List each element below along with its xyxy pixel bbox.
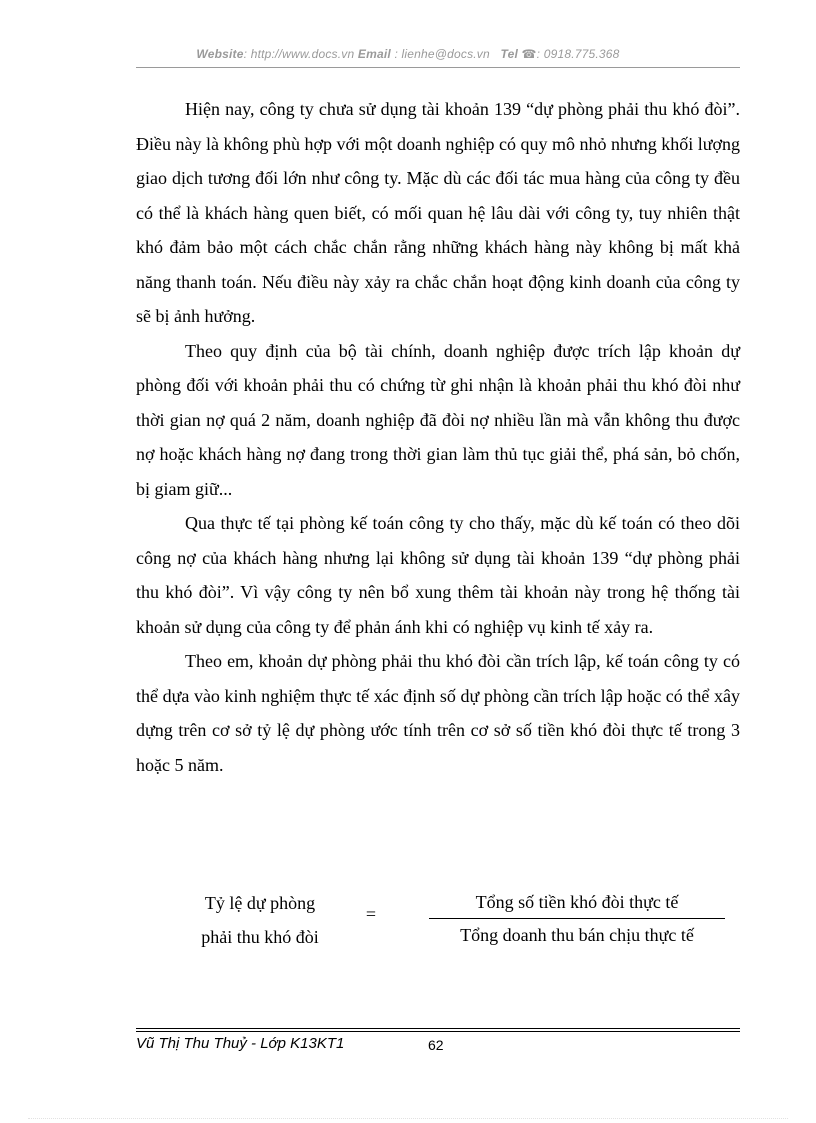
email-value: : lienhe@docs.vn (390, 47, 490, 61)
email-label: Email (357, 47, 391, 61)
page-number: 62 (428, 1037, 444, 1053)
provision-ratio-formula (136, 886, 740, 956)
page-header (0, 47, 816, 61)
footer-author: Vũ Thị Thu Thuỷ - Lớp K13KT1 (136, 1035, 345, 1052)
formula-fraction (429, 886, 725, 951)
header-divider (136, 67, 740, 68)
website-label: Website (196, 47, 244, 61)
footer-divider-bottom (136, 1031, 740, 1032)
footer-divider-top (136, 1028, 740, 1029)
paragraph: Theo quy định của bộ tài chính, doanh nghiệp được trích lập khoản dự phòng đối với khoản phải thu có chứng từ ghi nhận là khoản phải thu khó đòi như thời gian nợ quá 2 năm, doanh nghiệp đã đòi nợ nhiều lần mà vẫn không thu được nợ hoặc khách hàng nợ đang trong thời gian làm thủ tục giải thể, phá sản, bỏ chốn, bị giam giữ... (136, 340, 740, 499)
paragraph: Qua thực tế tại phòng kế toán công ty cho thấy, mặc dù kế toán có theo dõi công nợ của khách hàng nhưng lại không sử dụng tài khoản 139 “dự phòng phải thu khó đòi”. Vì vậy công ty nên bổ xung thêm tài khoản này trong hệ thống tài khoản sử dụng của công ty để phản ánh khi có nghiệp vụ kinh tế xảy ra. (136, 513, 740, 637)
website-value: : http://www.docs.vn (243, 47, 355, 61)
paragraph: Hiện nay, công ty chưa sử dụng tài khoản 139 “dự phòng phải thu khó đòi”. Điều này là không phù hợp với một doanh nghiệp có quy mô nhỏ nhưng khối lượng giao dịch tương đối lớn như công ty. Mặc dù các đối tác mua hàng của công ty đều có thể là khách hàng quen biết, có mối quan hệ lâu dài với công ty, tuy nhiên thật khó đảm bảo một cách chắc chắn rằng những khách hàng này không bị mất khả năng thanh toán. Nếu điều này xảy ra chắc chắn hoạt động kinh doanh của công ty sẽ bị ảnh hưởng. (136, 99, 741, 326)
body-text (136, 92, 740, 782)
formula-lhs-line1: Tỷ lệ dự phòng (204, 893, 316, 913)
formula-lhs (160, 886, 360, 954)
tel-label: Tel (500, 47, 518, 61)
page-edge (28, 1118, 788, 1119)
formula-lhs-line2: phải thu khó đòi (201, 927, 319, 947)
formula-numerator: Tổng số tiền khó đòi thực tế (475, 892, 679, 912)
tel-value: ☎: 0918.775.368 (521, 47, 620, 61)
formula-denominator: Tổng doanh thu bán chịu thực tế (460, 925, 694, 945)
paragraph: Theo em, khoản dự phòng phải thu khó đòi cần trích lập, kế toán công ty có thể dựa vào kinh nghiệm thực tế xác định số dự phòng cần trích lập hoặc có thể xây dựng trên cơ sở tỷ lệ dự phòng ước tính trên cơ sở số tiền khó đòi thực tế trong 3 hoặc 5 năm. (136, 651, 740, 775)
equals-sign: = (365, 904, 377, 924)
